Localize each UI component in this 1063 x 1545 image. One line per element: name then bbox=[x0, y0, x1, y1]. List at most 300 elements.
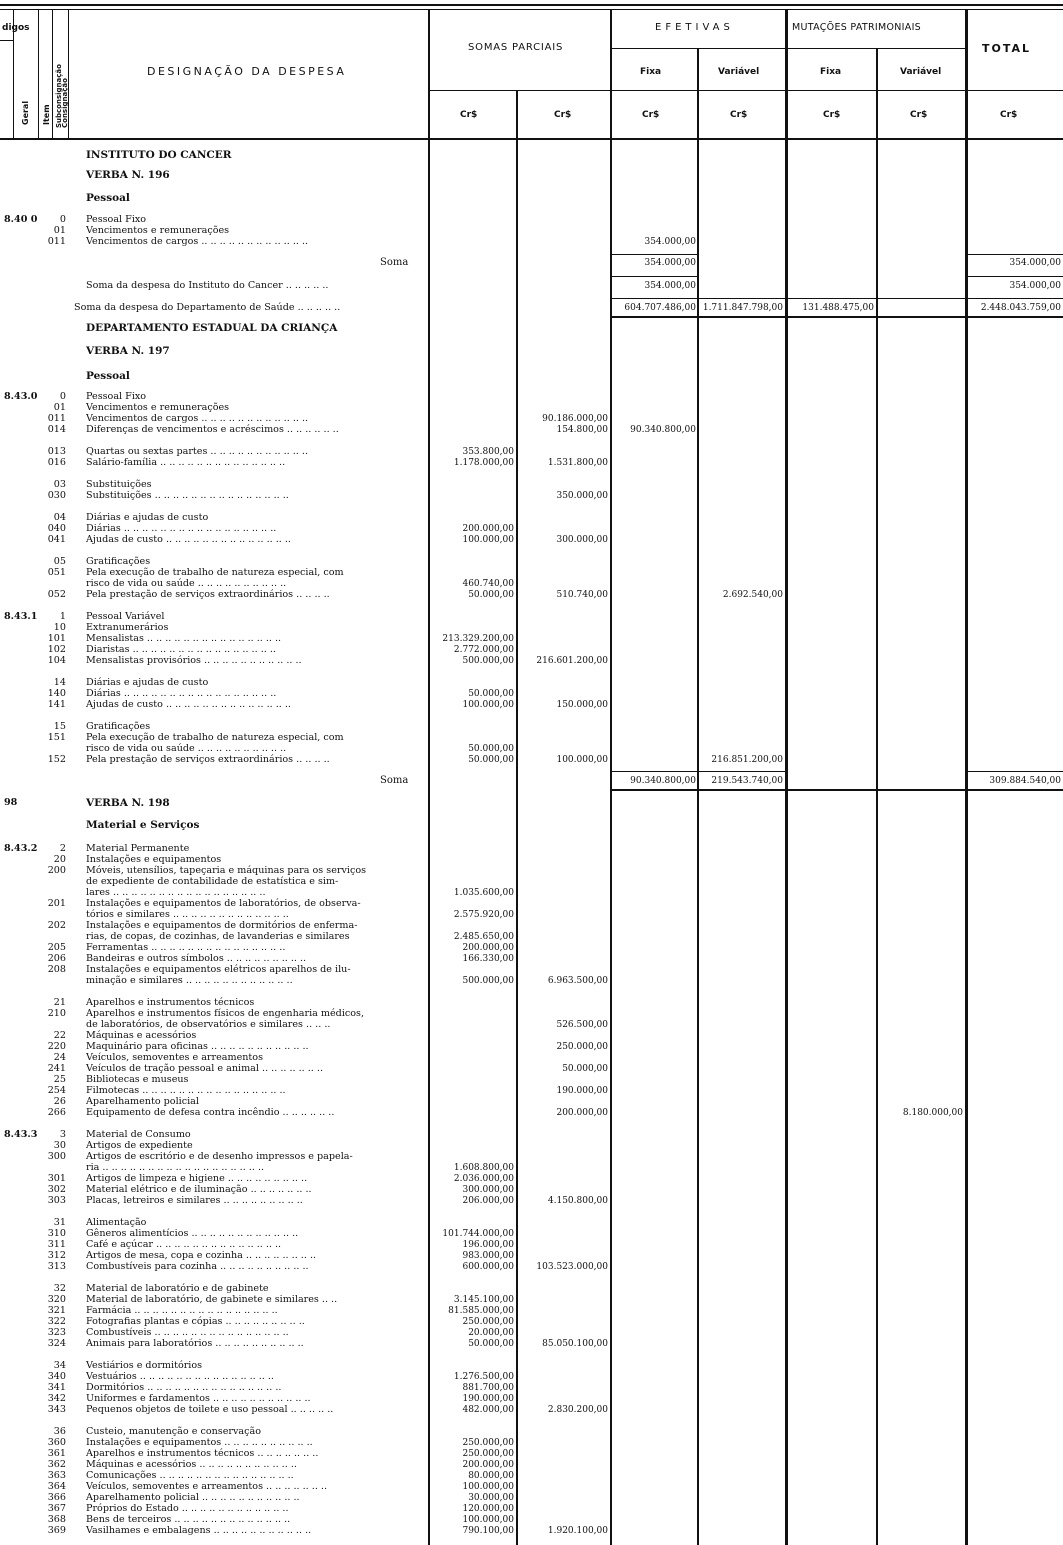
expense-description: Placas, letreiros e similares .. .. .. .. .. .. .. .. .. bbox=[86, 1195, 303, 1206]
value-sp1: 100.000,00 bbox=[462, 535, 514, 545]
expense-description: Instalações e equipamentos de dormitórios de enferma- bbox=[86, 920, 358, 931]
expense-description: Combustíveis para cozinha .. .. .. .. .. .. .. .. .. .. bbox=[86, 1261, 309, 1272]
value-sp2: 154.800,00 bbox=[556, 425, 608, 435]
expense-description: Pessoal Fixo bbox=[86, 214, 147, 225]
item-code: 101 bbox=[47, 633, 66, 644]
value-sp1: 250.000,00 bbox=[462, 1449, 514, 1459]
item-code: 343 bbox=[47, 1404, 66, 1415]
item-code: 141 bbox=[47, 699, 66, 710]
value-sp2: 190.000,00 bbox=[556, 1086, 608, 1096]
item-code: 36 bbox=[53, 1426, 66, 1437]
value-sp1: 50.000,00 bbox=[468, 755, 514, 765]
geral-code: 8.40 0 bbox=[4, 214, 38, 225]
item-label: Item bbox=[42, 104, 51, 125]
expense-description: Gratificações bbox=[86, 556, 151, 567]
value-sp1: 50.000,00 bbox=[468, 590, 514, 600]
item-code: 206 bbox=[47, 953, 66, 964]
soma-rule-2 bbox=[612, 276, 697, 277]
expense-description: Dormitórios .. .. .. .. .. .. .. .. .. .. .. .. .. .. .. bbox=[86, 1382, 282, 1393]
item-code: 04 bbox=[53, 512, 66, 523]
value-sp1: 1.276.500,00 bbox=[453, 1372, 514, 1382]
expense-description: Veículos, semoventes e arreamentos .. .. .. .. .. .. .. bbox=[86, 1481, 328, 1492]
item-code: 320 bbox=[47, 1294, 66, 1305]
value-sp1: 460.740,00 bbox=[462, 579, 514, 589]
item-code: 368 bbox=[47, 1514, 66, 1525]
value-fixa: 90.340.800,00 bbox=[630, 425, 696, 435]
item-code: 34 bbox=[53, 1360, 66, 1371]
col-rule-sp bbox=[516, 90, 518, 1545]
item-code: 013 bbox=[47, 446, 66, 457]
value-sp1: 81.585.000,00 bbox=[448, 1306, 514, 1316]
value-var: 2.692.540,00 bbox=[722, 590, 783, 600]
expense-description: Vencimentos de cargos .. .. .. .. .. .. .. .. .. .. .. .. bbox=[86, 236, 309, 247]
section-heading: Material e Serviços bbox=[86, 819, 200, 831]
geral-label: Geral bbox=[21, 100, 30, 125]
expense-description: Soma da despesa do Instituto do Cancer .. .. .. .. .. bbox=[86, 280, 329, 291]
value-sp2: 150.000,00 bbox=[556, 700, 608, 710]
expense-description: Ajudas de custo .. .. .. .. .. .. .. .. .. .. .. .. .. .. bbox=[86, 534, 291, 545]
item-code: 210 bbox=[47, 1008, 66, 1019]
item-code: 201 bbox=[47, 898, 66, 909]
expense-description: Vestiários e dormitórios bbox=[86, 1360, 203, 1371]
item-code: 32 bbox=[53, 1283, 66, 1294]
expense-description: Comunicações .. .. .. .. .. .. .. .. .. .. .. .. .. .. .. bbox=[86, 1470, 294, 1481]
item-code: 241 bbox=[47, 1063, 66, 1074]
value-sp1: 80.000,00 bbox=[468, 1471, 514, 1481]
soma-rule-4 bbox=[612, 316, 1063, 318]
expense-description: Veículos de tração pessoal e animal .. .. .. .. .. .. .. bbox=[86, 1063, 324, 1074]
item-code: 14 bbox=[53, 677, 66, 688]
item-code: 0 bbox=[59, 214, 66, 225]
item-code: 303 bbox=[47, 1195, 66, 1206]
total-rule bbox=[968, 90, 1063, 91]
section-heading: Pessoal bbox=[86, 192, 130, 204]
expense-description: risco de vida ou saúde .. .. .. .. .. .. .. .. .. .. bbox=[86, 743, 287, 754]
expense-description: Vencimentos e remunerações bbox=[86, 402, 230, 413]
expense-description: Instalações e equipamentos .. .. .. .. .. .. .. .. .. .. bbox=[86, 1437, 313, 1448]
expense-description: lares .. .. .. .. .. .. .. .. .. .. .. .. .. .. .. .. .. bbox=[86, 887, 266, 898]
value-sp1: 1.035.600,00 bbox=[453, 888, 514, 898]
item-code: 202 bbox=[47, 920, 66, 931]
expense-description: Animais para laboratórios .. .. .. .. .. .. .. .. .. .. bbox=[86, 1338, 304, 1349]
expense-description: Vestuários .. .. .. .. .. .. .. .. .. .. .. .. .. .. .. bbox=[86, 1371, 274, 1382]
item-code: 011 bbox=[47, 413, 66, 424]
item-code: 24 bbox=[53, 1052, 66, 1063]
item-code: 200 bbox=[47, 865, 66, 876]
top-rule-2 bbox=[0, 9, 1063, 10]
expense-description: rias, de copas, de cozinhas, de lavanderias e similares bbox=[86, 931, 350, 942]
item-code: 300 bbox=[47, 1151, 66, 1162]
value-sp1: 2.485.650,00 bbox=[453, 932, 514, 942]
value-sp1: 200.000,00 bbox=[462, 943, 514, 953]
expense-description: Vencimentos e remunerações bbox=[86, 225, 230, 236]
mut-fixa-header: Fixa bbox=[820, 67, 842, 77]
expense-description: ria .. .. .. .. .. .. .. .. .. .. .. .. .. .. .. .. .. .. bbox=[86, 1162, 265, 1173]
value-sp1: 100.000,00 bbox=[462, 700, 514, 710]
soma-label: Soma bbox=[380, 775, 409, 786]
expense-description: Diaristas .. .. .. .. .. .. .. .. .. .. .. .. .. .. .. .. bbox=[86, 644, 276, 655]
col-rule-codes-3 bbox=[52, 10, 53, 138]
value-sp1: 790.100,00 bbox=[462, 1526, 514, 1536]
codigos-label: digos bbox=[2, 23, 30, 33]
expense-description: Aparelhos e instrumentos técnicos .. .. .. .. .. .. .. bbox=[86, 1448, 319, 1459]
fixa-header: Fixa bbox=[640, 67, 662, 77]
value-sp1: 196.000,00 bbox=[462, 1240, 514, 1250]
item-code: 21 bbox=[53, 997, 66, 1008]
value-sp2: 526.500,00 bbox=[556, 1020, 608, 1030]
item-code: 205 bbox=[47, 942, 66, 953]
geral-code: 8.43.2 bbox=[4, 843, 38, 854]
item-code: 22 bbox=[53, 1030, 66, 1041]
soma-rule-6 bbox=[612, 789, 1063, 791]
item-code: 342 bbox=[47, 1393, 66, 1404]
value-sp2: 1.920.100,00 bbox=[547, 1526, 608, 1536]
value-sp1: 353.800,00 bbox=[462, 447, 514, 457]
item-code: 324 bbox=[47, 1338, 66, 1349]
expense-description: Diárias e ajudas de custo bbox=[86, 512, 209, 523]
currency-mfixa: Cr$ bbox=[823, 110, 841, 120]
expense-description: Instalações e equipamentos elétricos aparelhos de ilu- bbox=[86, 964, 351, 975]
soma-rule-5t bbox=[968, 771, 1063, 772]
expense-description: Diárias e ajudas de custo bbox=[86, 677, 209, 688]
item-code: 26 bbox=[53, 1096, 66, 1107]
item-code: 367 bbox=[47, 1503, 66, 1514]
value-sp1: 250.000,00 bbox=[462, 1317, 514, 1327]
designacao-header: DESIGNAÇÃO DA DESPESA bbox=[147, 65, 347, 78]
item-code: 01 bbox=[53, 225, 66, 236]
col-rule-codes-2 bbox=[38, 10, 39, 138]
item-code: 140 bbox=[47, 688, 66, 699]
currency-sp2: Cr$ bbox=[554, 110, 572, 120]
expense-description: Móveis, utensílios, tapeçaria e máquinas para os serviços bbox=[86, 865, 367, 876]
item-code: 302 bbox=[47, 1184, 66, 1195]
item-code: 362 bbox=[47, 1459, 66, 1470]
value-sp1: 100.000,00 bbox=[462, 1482, 514, 1492]
soma-rule-5 bbox=[612, 771, 785, 772]
somas-parciais-header: SOMAS PARCIAIS bbox=[468, 42, 564, 53]
expense-description: Soma da despesa do Departamento de Saúde .. .. .. .. .. bbox=[74, 302, 341, 313]
subconsignacao-label: Subconsignação bbox=[55, 64, 63, 128]
value-sp1: 50.000,00 bbox=[468, 744, 514, 754]
item-code: 01 bbox=[53, 402, 66, 413]
expense-description: Fotografias plantas e cópias .. .. .. .. .. .. .. .. .. bbox=[86, 1316, 305, 1327]
item-code: 25 bbox=[53, 1074, 66, 1085]
col-rule-mfixa bbox=[876, 48, 878, 1545]
expense-description: Instalações e equipamentos bbox=[86, 854, 222, 865]
value-mvar: 8.180.000,00 bbox=[902, 1108, 963, 1118]
value-sp1: 120.000,00 bbox=[462, 1504, 514, 1514]
expense-description: Gêneros alimentícios .. .. .. .. .. .. .. .. .. .. .. .. bbox=[86, 1228, 299, 1239]
value-sp2: 510.740,00 bbox=[556, 590, 608, 600]
expense-description: Custeio, manutenção e conservação bbox=[86, 1426, 261, 1437]
soma-rule-1t bbox=[968, 254, 1063, 255]
expense-description: tórios e similares .. .. .. .. .. .. .. .. .. .. .. .. .. bbox=[86, 909, 289, 920]
mutacoes-header: MUTAÇÕES PATRIMONIAIS bbox=[792, 22, 922, 33]
mut-variavel-header: Variável bbox=[900, 67, 942, 77]
value-sp2: 2.830.200,00 bbox=[547, 1405, 608, 1415]
item-code: 361 bbox=[47, 1448, 66, 1459]
expense-description: Ferramentas .. .. .. .. .. .. .. .. .. .. .. .. .. .. .. bbox=[86, 942, 286, 953]
expense-description: Gratificações bbox=[86, 721, 151, 732]
value-sp2: 85.050.100,00 bbox=[542, 1339, 608, 1349]
section-heading: VERBA N. 197 bbox=[86, 345, 170, 357]
soma-rule-2t bbox=[968, 276, 1063, 277]
value-sp2: 200.000,00 bbox=[556, 1108, 608, 1118]
expense-description: Aparelhos e instrumentos físicos de engenharia médicos, bbox=[86, 1008, 365, 1019]
value-fixa: 354.000,00 bbox=[644, 281, 696, 291]
currency-fixa: Cr$ bbox=[642, 110, 660, 120]
expense-description: Alimentação bbox=[86, 1217, 147, 1228]
expense-description: Diárias .. .. .. .. .. .. .. .. .. .. .. .. .. .. .. .. .. bbox=[86, 523, 277, 534]
expense-description: Máquinas e acessórios bbox=[86, 1030, 197, 1041]
expense-description: Bandeiras e outros símbolos .. .. .. .. .. .. .. .. .. bbox=[86, 953, 307, 964]
item-code: 052 bbox=[47, 589, 66, 600]
item-code: 311 bbox=[47, 1239, 66, 1250]
expense-description: Mensalistas provisórios .. .. .. .. .. .. .. .. .. .. .. bbox=[86, 655, 302, 666]
item-code: 20 bbox=[53, 854, 66, 865]
item-code: 208 bbox=[47, 964, 66, 975]
total-header: TOTAL bbox=[982, 42, 1032, 55]
item-code: 104 bbox=[47, 655, 66, 666]
expense-description: Salário-família .. .. .. .. .. .. .. .. .. .. .. .. .. .. bbox=[86, 457, 286, 468]
value-total: 309.884.540,00 bbox=[989, 776, 1061, 786]
expense-description: Substituições bbox=[86, 479, 152, 490]
value-sp1: 3.145.100,00 bbox=[453, 1295, 514, 1305]
value-sp1: 482.000,00 bbox=[462, 1405, 514, 1415]
soma-rule-3 bbox=[612, 298, 1063, 299]
soma-label: Soma bbox=[380, 257, 409, 268]
expense-description: Pequenos objetos de toilete e uso pessoal .. .. .. .. .. bbox=[86, 1404, 334, 1415]
top-rule bbox=[0, 4, 1063, 6]
expense-description: Pela prestação de serviços extraordinários .. .. .. .. bbox=[86, 589, 330, 600]
expense-description: de laboratórios, de observatórios e similares .. .. .. bbox=[86, 1019, 331, 1030]
item-code: 03 bbox=[53, 479, 66, 490]
value-sp1: 250.000,00 bbox=[462, 1438, 514, 1448]
value-sp1: 1.608.800,00 bbox=[453, 1163, 514, 1173]
value-sp1: 500.000,00 bbox=[462, 656, 514, 666]
expense-description: Filmotecas .. .. .. .. .. .. .. .. .. .. .. .. .. .. .. .. bbox=[86, 1085, 286, 1096]
item-code: 041 bbox=[47, 534, 66, 545]
value-sp2: 1.531.800,00 bbox=[547, 458, 608, 468]
expense-description: Artigos de limpeza e higiene .. .. .. .. .. .. .. .. .. bbox=[86, 1173, 308, 1184]
item-code: 102 bbox=[47, 644, 66, 655]
expense-description: Bibliotecas e museus bbox=[86, 1074, 189, 1085]
geral-code: 8.43.3 bbox=[4, 1129, 38, 1140]
value-sp1: 881.700,00 bbox=[462, 1383, 514, 1393]
value-sp2: 250.000,00 bbox=[556, 1042, 608, 1052]
expense-description: Diárias .. .. .. .. .. .. .. .. .. .. .. .. .. .. .. .. .. bbox=[86, 688, 277, 699]
value-sp2: 216.601.200,00 bbox=[536, 656, 608, 666]
value-sp2: 100.000,00 bbox=[556, 755, 608, 765]
value-sp1: 100.000,00 bbox=[462, 1515, 514, 1525]
item-code: 1 bbox=[59, 611, 66, 622]
value-total: 354.000,00 bbox=[1009, 281, 1061, 291]
value-sp1: 2.036.000,00 bbox=[453, 1174, 514, 1184]
expense-description: Ajudas de custo .. .. .. .. .. .. .. .. .. .. .. .. .. .. bbox=[86, 699, 291, 710]
efetivas-rule bbox=[612, 48, 965, 49]
item-code: 369 bbox=[47, 1525, 66, 1536]
codes-rule bbox=[0, 40, 13, 41]
item-code: 151 bbox=[47, 732, 66, 743]
expense-description: Máquinas e acessórios .. .. .. .. .. .. .. .. .. .. .. bbox=[86, 1459, 297, 1470]
item-code: 220 bbox=[47, 1041, 66, 1052]
value-sp2: 350.000,00 bbox=[556, 491, 608, 501]
value-sp1: 300.000,00 bbox=[462, 1185, 514, 1195]
value-sp1: 50.000,00 bbox=[468, 1339, 514, 1349]
value-sp1: 30.000,00 bbox=[468, 1493, 514, 1503]
expense-description: Aparelhamento policial bbox=[86, 1096, 199, 1107]
item-code: 011 bbox=[47, 236, 66, 247]
item-code: 254 bbox=[47, 1085, 66, 1096]
item-code: 05 bbox=[53, 556, 66, 567]
expense-description: Farmácia .. .. .. .. .. .. .. .. .. .. .. .. .. .. .. .. bbox=[86, 1305, 278, 1316]
value-sp2: 300.000,00 bbox=[556, 535, 608, 545]
value-sp1: 500.000,00 bbox=[462, 976, 514, 986]
item-code: 3 bbox=[59, 1129, 66, 1140]
item-code: 152 bbox=[47, 754, 66, 765]
expense-description: Pessoal Variável bbox=[86, 611, 165, 622]
item-code: 2 bbox=[59, 843, 66, 854]
expense-description: Substituições .. .. .. .. .. .. .. .. .. .. .. .. .. .. .. bbox=[86, 490, 289, 501]
item-code: 341 bbox=[47, 1382, 66, 1393]
expense-description: Café e açúcar .. .. .. .. .. .. .. .. .. .. .. .. .. .. bbox=[86, 1239, 282, 1250]
currency-var: Cr$ bbox=[730, 110, 748, 120]
value-sp1: 1.178.000,00 bbox=[453, 458, 514, 468]
header-bottom-rule bbox=[0, 138, 1063, 140]
expense-description: Vencimentos de cargos .. .. .. .. .. .. .. .. .. .. .. .. bbox=[86, 413, 309, 424]
geral-code: 8.43.0 bbox=[4, 391, 38, 402]
value-var: 1.711.847.798,00 bbox=[702, 303, 783, 313]
value-sp2: 103.523.000,00 bbox=[536, 1262, 608, 1272]
expense-description: Quartas ou sextas partes .. .. .. .. .. .. .. .. .. .. .. bbox=[86, 446, 309, 457]
item-code: 321 bbox=[47, 1305, 66, 1316]
expense-description: Combustíveis .. .. .. .. .. .. .. .. .. .. .. .. .. .. .. bbox=[86, 1327, 289, 1338]
value-sp1: 20.000,00 bbox=[468, 1328, 514, 1338]
value-sp1: 50.000,00 bbox=[468, 689, 514, 699]
value-sp2: 6.963.500,00 bbox=[547, 976, 608, 986]
expense-description: Maquinário para oficinas .. .. .. .. .. .. .. .. .. .. .. bbox=[86, 1041, 309, 1052]
expense-description: Mensalistas .. .. .. .. .. .. .. .. .. .. .. .. .. .. .. bbox=[86, 633, 282, 644]
item-code: 301 bbox=[47, 1173, 66, 1184]
expense-description: Veículos, semoventes e arreamentos bbox=[86, 1052, 263, 1063]
value-var: 216.851.200,00 bbox=[711, 755, 783, 765]
value-sp1: 166.330,00 bbox=[462, 954, 514, 964]
item-code: 313 bbox=[47, 1261, 66, 1272]
expense-description: Próprios do Estado .. .. .. .. .. .. .. .. .. .. .. .. bbox=[86, 1503, 289, 1514]
expense-description: Material de laboratório e de gabinete bbox=[86, 1283, 269, 1294]
expense-description: Pela execução de trabalho de natureza especial, com bbox=[86, 567, 344, 578]
item-code: 340 bbox=[47, 1371, 66, 1382]
value-sp1: 983.000,00 bbox=[462, 1251, 514, 1261]
item-code: 366 bbox=[47, 1492, 66, 1503]
item-code: 15 bbox=[53, 721, 66, 732]
value-sp1: 600.000,00 bbox=[462, 1262, 514, 1272]
value-total: 354.000,00 bbox=[1009, 258, 1061, 268]
value-fixa: 604.707.486,00 bbox=[624, 303, 696, 313]
value-sp1: 190.000,00 bbox=[462, 1394, 514, 1404]
value-sp1: 101.744.000,00 bbox=[442, 1229, 514, 1239]
expense-description: Uniformes e fardamentos .. .. .. .. .. .. .. .. .. .. .. bbox=[86, 1393, 311, 1404]
expense-description: Vasilhames e embalagens .. .. .. .. .. .. .. .. .. .. .. bbox=[86, 1525, 312, 1536]
expense-description: Diferenças de vencimentos e acréscimos .. .. .. .. .. .. bbox=[86, 424, 339, 435]
value-sp1: 2.575.920,00 bbox=[453, 910, 514, 920]
value-fixa: 90.340.800,00 bbox=[630, 776, 696, 786]
expense-description: de expediente de contabilidade de estatística e sim- bbox=[86, 876, 339, 887]
section-heading: Pessoal bbox=[86, 370, 130, 382]
soma-rule-1 bbox=[612, 254, 697, 255]
item-code: 363 bbox=[47, 1470, 66, 1481]
expense-description: risco de vida ou saúde .. .. .. .. .. .. .. .. .. .. bbox=[86, 578, 287, 589]
value-sp1: 206.000,00 bbox=[462, 1196, 514, 1206]
currency-total: Cr$ bbox=[1000, 110, 1018, 120]
section-heading: INSTITUTO DO CANCER bbox=[86, 149, 232, 161]
value-sp1: 200.000,00 bbox=[462, 1460, 514, 1470]
value-sp2: 50.000,00 bbox=[562, 1064, 608, 1074]
item-code: 014 bbox=[47, 424, 66, 435]
section-heading: VERBA N. 198 bbox=[86, 797, 170, 809]
expense-description: Pela prestação de serviços extraordinários .. .. .. .. bbox=[86, 754, 330, 765]
item-code: 322 bbox=[47, 1316, 66, 1327]
expense-description: Artigos de mesa, copa e cozinha .. .. .. .. .. .. .. .. bbox=[86, 1250, 317, 1261]
consignacao-label: Consignação bbox=[61, 78, 69, 128]
expense-description: Instalações e equipamentos de laboratórios, de observa- bbox=[86, 898, 361, 909]
item-code: 31 bbox=[53, 1217, 66, 1228]
item-code: 030 bbox=[47, 490, 66, 501]
item-code: 10 bbox=[53, 622, 66, 633]
geral-code: 98 bbox=[4, 797, 18, 808]
item-code: 30 bbox=[53, 1140, 66, 1151]
expense-description: Artigos de escritório e de desenho impressos e papela- bbox=[86, 1151, 353, 1162]
expense-description: Material de Consumo bbox=[86, 1129, 191, 1140]
currency-mvar: Cr$ bbox=[910, 110, 928, 120]
item-code: 323 bbox=[47, 1327, 66, 1338]
value-fixa: 354.000,00 bbox=[644, 237, 696, 247]
item-code: 266 bbox=[47, 1107, 66, 1118]
item-code: 364 bbox=[47, 1481, 66, 1492]
expense-description: Material Permanente bbox=[86, 843, 190, 854]
section-heading: DEPARTAMENTO ESTADUAL DA CRIANÇA bbox=[86, 322, 338, 334]
col-rule-mut bbox=[785, 10, 788, 1545]
somas-rule bbox=[430, 90, 965, 91]
geral-code: 8.43.1 bbox=[4, 611, 38, 622]
item-code: 051 bbox=[47, 567, 66, 578]
expense-description: Bens de terceiros .. .. .. .. .. .. .. .. .. .. .. .. .. bbox=[86, 1514, 291, 1525]
value-sp1: 213.329.200,00 bbox=[442, 634, 514, 644]
value-var: 219.543.740,00 bbox=[711, 776, 783, 786]
variavel-header: Variável bbox=[718, 67, 760, 77]
item-code: 016 bbox=[47, 457, 66, 468]
value-fixa: 354.000,00 bbox=[644, 258, 696, 268]
expense-description: Artigos de expediente bbox=[86, 1140, 193, 1151]
expense-description: Pela execução de trabalho de natureza especial, com bbox=[86, 732, 344, 743]
col-rule-fixa bbox=[697, 48, 699, 1545]
efetivas-header: EFETIVAS bbox=[655, 22, 734, 33]
value-total: 2.448.043.759,00 bbox=[980, 303, 1061, 313]
item-code: 310 bbox=[47, 1228, 66, 1239]
section-heading: VERBA N. 196 bbox=[86, 169, 170, 181]
expense-description: Aparelhamento policial .. .. .. .. .. .. .. .. .. .. .. bbox=[86, 1492, 300, 1503]
item-code: 312 bbox=[47, 1250, 66, 1261]
value-mfixa: 131.488.475,00 bbox=[802, 303, 874, 313]
value-sp1: 200.000,00 bbox=[462, 524, 514, 534]
expense-description: Material de laboratório, de gabinete e similares .. .. bbox=[86, 1294, 338, 1305]
item-code: 360 bbox=[47, 1437, 66, 1448]
expense-description: minação e similares .. .. .. .. .. .. .. .. .. .. .. .. bbox=[86, 975, 293, 986]
expense-description: Equipamento de defesa contra incêndio .. .. .. .. .. .. bbox=[86, 1107, 335, 1118]
value-sp2: 90.186.000,00 bbox=[542, 414, 608, 424]
expense-description: Material elétrico e de iluminação .. .. .. .. .. .. .. bbox=[86, 1184, 312, 1195]
expense-description: Pessoal Fixo bbox=[86, 391, 147, 402]
